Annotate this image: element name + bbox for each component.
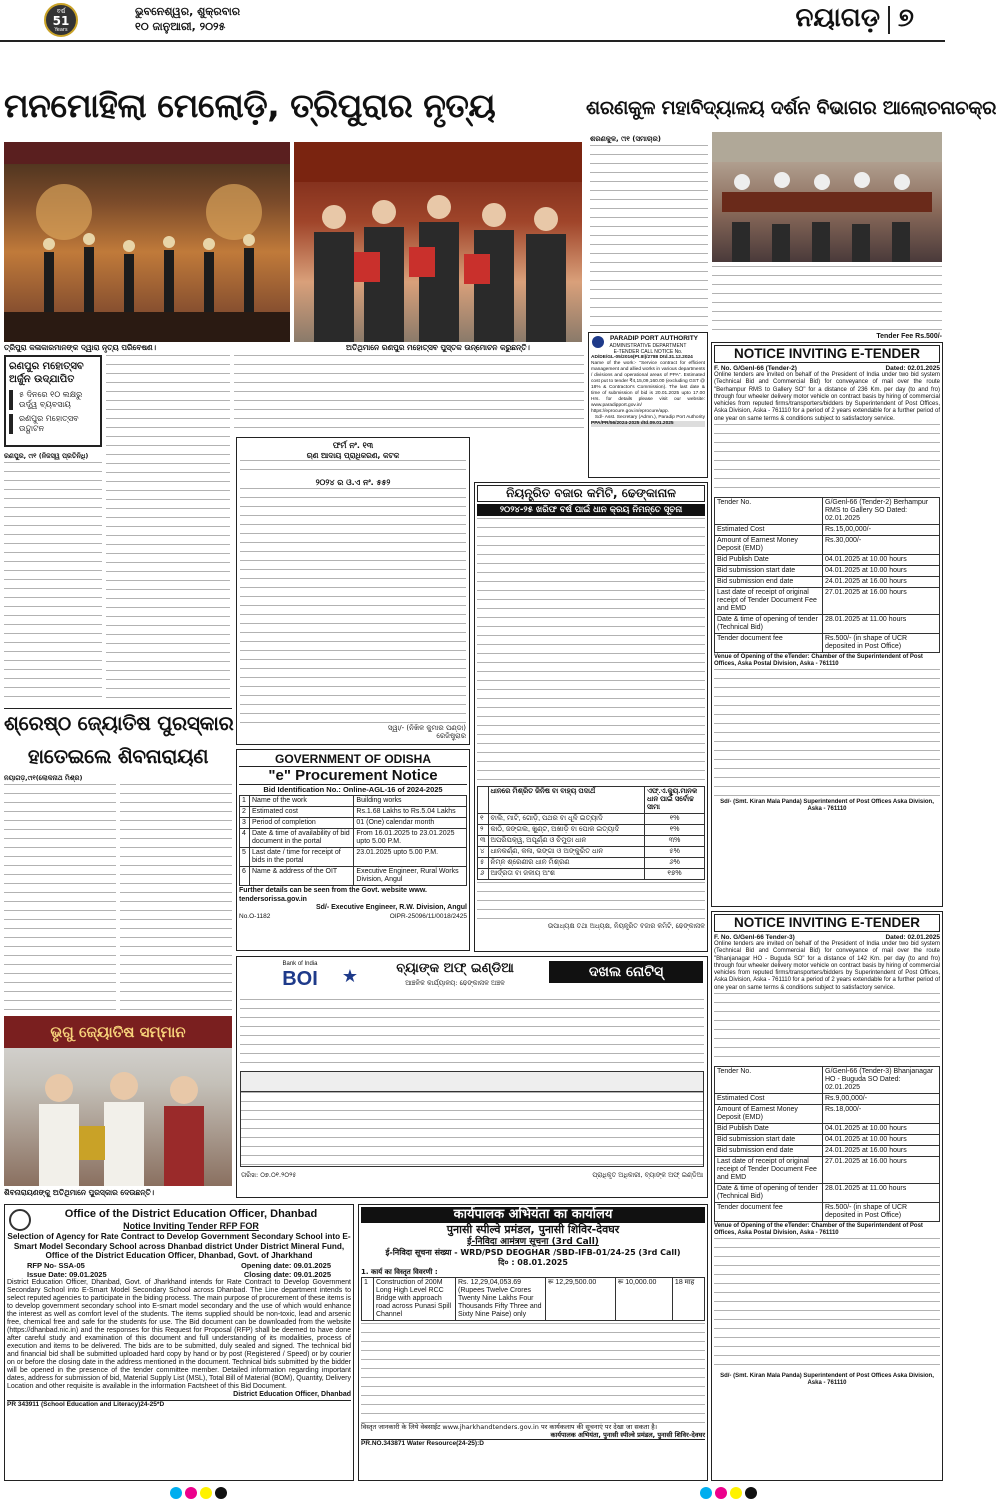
post1-table-value: G/Genl-66 (Tender-2) Berhampur RMS to Gallery SO Dated: 02.01.2025 [823,498,940,525]
drt-sign-sub: ରେଜିଷ୍ଟ୍ରାର [436,732,466,740]
paradip-ref: AD/DE/GL-05/2016(Pt.III)/2788 Dtd.31.12.2024 [591,355,693,360]
mandi-desc: ଅପରିପକ୍ୱ, ଅପୂର୍ଣ୍ଣ ଓ ଚିମୁଡ଼ା ଧାନ [488,836,644,847]
badge-number: 51 [52,14,70,28]
post1-table-row [715,525,940,536]
post1-table-row [715,555,940,566]
deoghar-work-table [361,1277,705,1321]
ranapur-body-left [4,462,102,702]
deoghar-website: विस्तृत जानकारी के लिये वेबसाईट www.jharkhandtenders.gov.in पर कार्यकलाप की सूचनाएं पर देखा जा सकता है। [361,1423,658,1431]
post2-table-value: G/Genl-66 (Tender-3) Bhanjanagar HO - Buguda SO Dated: 02.01.2025 [823,1067,940,1094]
odisha-title: GOVERNMENT OF ODISHA [274,752,431,766]
post1-table-value: 24.01.2025 at 16.00 hours [823,577,940,588]
mandi-row [478,869,705,880]
post2-table-row [715,1146,940,1157]
ranapur-subhead: ରଣପୁର ମହୋତ୍ସବ ଅର୍ଜୁନ ଉଦ୍ଯାପିତ [9,361,84,385]
page-number: ୭ [898,3,914,33]
drt-case-no: ୨୦୨୪ ର ଓ.ଏ ନଂ. ୫୫୨ [315,478,391,487]
odisha-label: Date & time of availability of bid document in the portal [250,829,354,848]
dhanbad-issue: Issue Date: 09.01.2025 [27,1269,107,1279]
ranapur-body-mid [106,355,230,702]
post1-table-value: 28.01.2025 at 11.00 hours [823,615,940,634]
odisha-label: Estimated cost [250,807,354,818]
post1-table-label: Bid submission start date [715,566,823,577]
post2-table-label: Amount of Earnest Money Deposit (EMD) [715,1105,823,1124]
post1-table-value: Rs.15,00,000/- [823,525,940,536]
book-release-photo [294,142,582,342]
odisha-value: Rs.1.68 Lakhs to Rs.5.04 Lakhs [354,807,467,818]
story3-body-left [4,784,116,1012]
post1-fno: F. No. G/Genl-66 (Tender-2) [714,365,797,372]
boi-branch-note: ଆଞ୍ଚଳିକ କାର୍ଯ୍ୟାଳୟ: ଢେଙ୍କାନାଳ ଅଞ୍ଚଳ [405,979,505,987]
mandi-limit: ୬% [645,858,705,869]
paradip-footer: PPA/PR/56/2024-2025 dtd.09.01.2025 [591,421,705,427]
post1-table-label: Bid submission end date [715,577,823,588]
drt-header-text [240,460,466,478]
odisha-numbers [239,913,467,920]
post1-table-value: 27.01.2025 at 16.00 hours [823,588,940,615]
magenta-dot-icon [715,1487,727,1499]
post2-table-value: 28.01.2025 at 11.00 hours [823,1184,940,1203]
mandi-no: ୫ [478,858,489,869]
mandi-table [477,786,705,880]
story3-headline-1: ଶ୍ରେଷ୍ଠ ଜ୍ୟୋତିଷ ପୁରସ୍କାର [4,708,232,737]
book-release-illustration [294,142,582,342]
deoghar-sign: कार्यपालक अभियंता, पुनासी स्पील्वे प्रमंडल, पुनासी शिविर-देवघर [550,1431,705,1439]
post1-table-value: 04.01.2025 at 10.00 hours [823,566,940,577]
dhanbad-pr: PR 343911 (School Education and Literacy)24-25*D [7,1400,351,1409]
dance-illustration [4,142,290,342]
odisha-no: 3 [240,818,250,829]
mandi-row [478,814,705,825]
post1-table-label: Tender document fee [715,634,823,653]
boi-table [240,1071,704,1167]
odisha-no: 6 [240,867,250,886]
odisha-label: Name & address of the OIT [250,867,354,886]
odisha-no: 1 [240,796,250,807]
paradip-body: Name of the work:- "Service contract for efficient management and allied works in various departments / divisions and operational areas of PPA". Estimated cost put to tender ₹4,15,09,160.00 (excluding GST @ 18% & Contractor's Commission). The last date & time of submission of bid is 20.01.2025 upto 17.00 Hrs. for details please visit our website: www.paradipport.gov.in/ https://eprocure.gov.in/eprocure/app. [591,361,705,414]
post2-table-row [715,1105,940,1124]
mandi-limit: ୧୭% [645,869,705,880]
mandi-no: ୬ [478,869,489,880]
dhanbad-emblem-icon [9,1209,31,1231]
mandi-no: ୨ [478,825,489,836]
mandi-row [478,858,705,869]
award-photo [4,1016,232,1186]
odisha-value: Building works [354,796,467,807]
ranapur-point-1: ୫ ଦିନରେ ୧୦ ଲକ୍ଷରୁ ଉର୍ଦ୍ଧ୍ୱ ବ୍ୟବସାୟ [9,390,97,410]
post2-table-label: Estimated Cost [715,1094,823,1105]
paradip-notice [588,332,708,478]
mandi-row [478,825,705,836]
post1-dated: Dated: 02.01.2025 [885,365,940,372]
yellow-dot-icon [730,1487,742,1499]
story1-body-right [234,355,584,433]
mandi-desc: ଆର୍ଦ୍ରତା ବା ଜଳୀୟ ଅଂଶ [488,869,644,880]
badge-sub: Years [54,27,68,33]
dhanbad-notice-label: Notice Inviting Tender RFP FOR [123,1221,259,1231]
odisha-procurement-notice [236,749,470,951]
post2-table-value: Rs.9,00,000/- [823,1094,940,1105]
story2-headline: ଶରଣକୁଳ ମହାବିଦ୍ୟାଳୟ ଦର୍ଶନ ବିଭାଗର ଆଲୋଚନାଚକ୍ର [586,97,996,119]
odisha-sign: Sd/- Executive Engineer, R.W. Division, Angul [315,904,467,911]
story3-dateline: ନୟାଗଡ଼,୯ା୧(ଲୋକନାଥ ମିଶ୍ର) [4,774,83,782]
post2-table-value: 04.01.2025 at 10.00 hours [823,1124,940,1135]
post2-dated: Dated: 02.01.2025 [885,934,940,941]
deoghar-pr: PR.NO.343871 Water Resource(24-25):D [361,1439,705,1448]
deoghar-sl: 1 [362,1278,374,1321]
dateline-place: ଭୁବନେଶ୍ୱର, ଶୁକ୍ରବାର [135,5,241,18]
registration-marks-right [700,1484,760,1503]
dhanbad-dates-2 [7,1270,351,1279]
paradip-dept: ADMINISTRATIVE DEPARTMENT [609,343,687,349]
mandi-limit: ୫% [645,847,705,858]
post2-terms [714,993,940,1065]
post1-table-row [715,498,940,525]
odisha-no: 4 [240,829,250,848]
post2-refline [714,934,940,941]
dhanbad-subject: Selection of Agency for Rate Contract to Develop Government Secondary School into E-Smart Model Secondary School across Dhanbad district Under District Mineral Fund, Office of the District Education Officer, Dhanbad, Govt. of Jharkhand [7,1232,351,1260]
post2-sign: Sd/- (Smt. Kiran Mala Panda) Superintendent of Post Offices Aska Division, Aska - 761110 [720,1372,934,1386]
post1-terms [714,424,940,496]
post2-table-label: Date & time of opening of tender (Technical Bid) [715,1184,823,1203]
boi-sign: ପ୍ରାଧିକୃତ ଅଧିକାରୀ, ବ୍ୟାଙ୍କ ଅଫ୍ ଇଣ୍ଡିଆ [592,1171,703,1179]
post2-table-row [715,1067,940,1094]
dhanbad-sign: District Education Officer, Dhanbad [233,1390,351,1398]
dhanbad-office: Office of the District Education Officer, Dhanbad [64,1208,318,1220]
black-dot-icon [745,1487,757,1499]
odisha-row [240,796,467,807]
post2-schedule-table [714,1066,940,1222]
post1-refline [714,365,940,372]
cyan-dot-icon [700,1487,712,1499]
mandi-limit: ୩% [645,836,705,847]
ranapur-subhead-box [4,355,102,447]
ranapur-dateline: ରଣପୁର, ୯ା୧ (ନିଜସ୍ୱ ପ୍ରତିନିଧି) [4,452,89,460]
post1-intro: Online tenders are invited on behalf of the President of India under two bid system (Technical Bid and Commercial Bid) for conveyance of mail over the route "Berhampur RMS to Gallery SO" for a distance of 236 Km. per day (to and fro) through four wheeler delivery motor vehicle on contract basis by hiring of commercial vehicles from reputed firms/transporters/bidders by Superintendent of Post Offices, Aska Division, Aska - 761110 for a period of 2 years extendable for a further period of one year on same terms & conditions subject to satisfactory service. [714,372,940,422]
post2-table-label: Tender No. [715,1067,823,1094]
post1-venue: Venue of Opening of the eTender: Chamber of the Superintendent of Post Offices, Aska Postal Division, Aska - 761110 [714,654,923,668]
post1-table-label: Date & time of opening of tender (Technical Bid) [715,615,823,634]
dhanbad-rfp-no: RFP No- SSA-05 [27,1260,85,1270]
post2-table-value: 27.01.2025 at 16.00 hours [823,1157,940,1184]
deoghar-ref: ई-निविदा सूचना संख्या - WRD/PSD DEOGHAR /SBD-IFB-01/24-25 (3rd Call) [385,1248,681,1257]
post1-table-row [715,634,940,653]
boi-star-icon: ★ [341,966,358,987]
ranapur-point-2: ରଣପୁର ମହୋତ୍ସବ ଉଦ୍ଘାଟନ [9,414,97,434]
post2-table-label: Tender document fee [715,1203,823,1222]
boi-logo-box [240,960,360,994]
post1-table-label: Tender No. [715,498,823,525]
odisha-bid-id: Bid Identification No.: Online-AGL-16 of 2024-2025 [263,785,443,794]
post2-intro: Online tenders are invited on behalf of the President of India under two bid system (Technical Bid and Commercial Bid) for conveyance of mail over the route "Bhanjanagar HO - Buguda SO" for a distance of 142 Km. per day (to and fro) through four wheeler delivery motor vehicle on contract basis by hiring of commercial vehicles from reputed firms/transporters/bidders by Superintendent of Post Offices, Aska Division, Aska - 761110 for a period of 2 years extendable for a further period of one year on same terms & conditions subject to satisfactory service. [714,941,940,991]
deoghar-cost: Rs. 12,29,04,053.69 (Rupees Twelve Crores Twenty Nine Lakhs Four Thousands Fifty Three and Sixty Nine Paise) only [456,1278,546,1321]
odisha-value: 01 (One) calendar month [354,818,467,829]
post2-table-label: Bid Publish Date [715,1124,823,1135]
odisha-table [239,795,467,886]
post2-table-value: Rs.500/- (in shape of UCR deposited in Post Office) [823,1203,940,1222]
seminar-illustration [712,132,942,262]
mandi-header-row [478,787,705,814]
odisha-row [240,829,467,848]
odisha-footer: Further details can be seen from the Govt. website www. tendersorissa.gov.in [239,887,428,903]
post1-table-label: Bid Publish Date [715,555,823,566]
deoghar-months: 18 माह [672,1278,704,1321]
dhanbad-dates-1 [7,1261,351,1270]
boi-title: ବ୍ୟାଙ୍କ ଅଫ୍ ଇଣ୍ଡିଆ [396,961,514,976]
drt-body [240,488,466,724]
post2-notice [711,911,943,1481]
dhanbad-notice [4,1204,354,1481]
post2-table-value: Rs.18,000/- [823,1105,940,1124]
post2-table-row [715,1203,940,1222]
mandi-desc: ଧାନକର୍ଣ୍ଣ, କଳା, ଭଙ୍ଗା ଓ ଅଙ୍କୁରିତ ଧାନ [488,847,644,858]
post2-table-row [715,1124,940,1135]
mandi-header-limit: ଏଫ୍.ଏ.କ୍ୟୁ.ମାନକ ଧାନ ପାଇଁ ସର୍ବୋଚ୍ଚ ସୀମା [645,787,705,814]
registration-marks-left [170,1484,230,1503]
dance-caption: ତ୍ରିପୁରା କଳାକାରମାନଙ୍କ ଦ୍ୱାରା ନୃତ୍ୟ ପରିବେଷଣ। [4,343,157,352]
deoghar-office: कार्यपालक अभियंता का कार्यालय [361,1207,705,1223]
drt-officer: ଋଣ ଆଦାୟ ପ୍ରାଧିକରଣ, କଟକ [306,451,400,460]
mandi-notice [474,482,708,952]
deoghar-emd: रू 12,29,500.00 [546,1278,616,1321]
post1-table-row [715,536,940,555]
mandi-header-no [478,787,489,814]
odisha-row [240,867,467,886]
boi-bank-small: Bank of India [282,961,318,967]
odisha-label: Last date / time for receipt of bids in the portal [250,848,354,867]
section-divider [888,6,890,34]
mandi-limit: ୧% [645,814,705,825]
mandi-title: ନିୟନ୍ତ୍ରିତ ବଜାର କମିଟି, ଢେଙ୍କାନାଳ [477,485,705,502]
odisha-value: From 16.01.2025 to 23.01.2025 upto 5.00 P.M. [354,829,467,848]
story1-headline: ମନମୋହିଲା ମେଲୋଡ଼ି, ତ୍ରିପୁରାର ନୃତ୍ୟ [4,86,496,125]
post2-table-row [715,1094,940,1105]
masthead-rule [0,40,945,42]
odisha-no-left: No.O-1182 [239,912,271,920]
dance-photo [4,142,290,342]
story3-body-right [120,784,232,1012]
odisha-row [240,848,467,867]
post2-venue: Venue of Opening of the eTender: Chamber of the Superintendent of Post Offices, Aska Postal Division, Aska - 761110 [714,1223,923,1237]
post2-table-label: Bid submission end date [715,1146,823,1157]
post1-table-row [715,615,940,634]
post1-table-label: Estimated Cost [715,525,823,536]
boi-possession-notice [236,956,708,1198]
post2-title: NOTICE INVITING E-TENDER [714,914,940,932]
yellow-dot-icon [200,1487,212,1499]
post1-table-row [715,577,940,588]
post1-sign: Sd/- (Smt. Kiran Mala Panda) Superintendent of Post Offices Aska Division, Aska - 761110 [720,798,934,812]
post1-table-value: Rs.30,000/- [823,536,940,555]
story3-headline-2: ହାତେଇଲେ ଶିବନାରାୟଣ [27,744,209,768]
mandi-desc: ବାଲି, ମାଟି, ଗୋଡ଼ି, ପଥର ବା ଧୂଳି ଇତ୍ୟାଦି [488,814,644,825]
post1-table-value: 04.01.2025 at 10.00 hours [823,555,940,566]
post2-conditions [714,1238,940,1373]
mandi-row [478,836,705,847]
drt-form-heading: ଫର୍ମ ନଂ. ୧୩ [332,441,374,450]
paradip-title: PARADIP PORT AUTHORITY [610,335,698,342]
post2-table-label: Last date of receipt of original receipt of Tender Document Fee and EMD [715,1157,823,1184]
odisha-value: Executive Engineer, Rural Works Division, Angul [354,867,467,886]
odisha-value: 23.01.2025 upto 5.00 P.M. [354,848,467,867]
mandi-no: ୪ [478,847,489,858]
deoghar-fee: रू 10,000.00 [615,1278,672,1321]
mandi-no: ୧ [478,814,489,825]
post1-conditions [714,669,940,799]
odisha-row [240,807,467,818]
odisha-no-right: OIPR-25096/11/0018/2425 [389,912,467,920]
post1-table-row [715,566,940,577]
mandi-footer [477,882,705,922]
post1-schedule-table [714,497,940,653]
dhanbad-opening: Opening date: 09.01.2025 [240,1260,331,1270]
post1-notice [711,342,943,907]
post2-table-row [715,1184,940,1203]
deoghar-date: दि० : 08.01.2025 [498,1258,568,1267]
post1-table-label: Amount of Earnest Money Deposit (EMD) [715,536,823,555]
deoghar-division: पुनासी स्पील्वे प्रमंडल, पुनासी शिविर-देवघर [446,1223,620,1236]
post2-fno: F. No. G/Genl-66 Tender-3) [714,934,795,941]
boi-body [240,999,704,1069]
mandi-desc: ନିମ୍ନ ଶ୍ରେଣୀର ଧାନ ମିଶ୍ରଣ [488,858,644,869]
paradip-logo-icon [592,336,604,348]
cyan-dot-icon [170,1487,182,1499]
award-banner: ଭୃଗୁ ଜ୍ୟୋତିଷ ସମ୍ମାନ [4,1016,232,1048]
story2-body [590,145,708,330]
black-dot-icon [215,1487,227,1499]
post1-table-label: Last date of receipt of original receipt of Tender Document Fee and EMD [715,588,823,615]
story2-dateline: ଶରଣକୁଳ, ୯ା୧ (ସମାଚାର) [590,135,661,143]
odisha-label: Period of completion [250,818,354,829]
dateline-date: ୧୦ ଜାନୁଆରୀ, ୨୦୨୫ [135,20,226,33]
seminar-photo [712,132,942,262]
mandi-sign: ଉପାଧ୍ୟକ୍ଷ ତଥା ଅଧ୍ୟକ୍ଷ, ନିୟନ୍ତ୍ରିତ ବଜାର କମିଟି, ଢେଙ୍କାନାଳ [547,922,705,930]
deoghar-work: Construction of 200M Long High Level RCC Bridge with approach road across Punasi Spill Channel [374,1278,456,1321]
mandi-header-desc: ଧାନରେ ମିଶ୍ରିତ ଜିନିଷ ବା ବାହ୍ୟ ପଦାର୍ଥ [488,787,644,814]
boi-notice-label: ଦଖଲ ନୋଟିସ୍ [549,961,703,983]
boi-date: ତାରିଖ: ୦୭.୦୧.୨୦୨୫ [241,1171,297,1179]
mandi-body [477,518,705,786]
deoghar-call: ई-निविदा आमंत्रण सूचना (3rd Call) [467,1237,599,1247]
paradip-notice-label: E-TENDER CALL NOTICE No. [613,349,683,355]
post2-table-label: Bid submission start date [715,1135,823,1146]
odisha-no: 2 [240,807,250,818]
mandi-no: ୩ [478,836,489,847]
dhanbad-body: District Education Officer, Dhanbad, Govt. of Jharkhand intends for Rate Contract to Develop Government Secondary School into E-Smart Model Secondary School across Dhanbad. The Line department intends to select reputed agencies to participate in the biding process. The main purpose of procurement of these items is to develop government secondary school into E-smart model secondary and the use of which would enhance the interest as well as comfort level of the students. The items supplied should be non-toxic, lead and arsenic free, chemical free and safe for the students for use. The Bid document can be downloaded from the website (https://dhanbad.nic.in) and the responses for this Request for Proposal (RFP) shall be deemed to have done after careful study and examination of this document and full understanding of its modalities, process of execution and items to be delivered. The bids are to be submitted, duly sealed and signed. The technical bid and financial bid shall be submitted uploaded hard copy by hand or by post (Registered / Speed) or by courier on or before the closing date in the address mentioned in the document. Technical bids submitted by the bidder will be opened in the presence of the tender committee member. Detailed information regarding important dates, address for submission of bid, Material Supply List (MSL), Total Bill of Material (BOM), Quantity, Delivery Location and other requisite is available in the information Factsheet of this Bid Document. [7,1278,351,1390]
deoghar-body [361,1323,705,1423]
mandi-row [478,847,705,858]
boi-logo: BOI [282,968,318,990]
deoghar-table-head: 1. कार्य का विस्तृत विवरणी : [361,1268,438,1276]
post2-table-value: 24.01.2025 at 16.00 hours [823,1146,940,1157]
anniversary-badge [44,3,78,37]
odisha-subtitle: "e" Procurement Notice [239,766,467,785]
deoghar-notice [358,1204,708,1481]
odisha-no: 5 [240,848,250,867]
award-illustration [4,1016,232,1186]
badge-top: ବର୍ଷ [56,8,66,15]
post2-table-row [715,1157,940,1184]
mandi-limit: ୧% [645,825,705,836]
odisha-label: Name of the work [250,796,354,807]
book-release-caption: ଅତିଥିମାନେ ରଣପୁର ମହୋତ୍ସବ ପୁସ୍ତକ ଉନ୍ମୋଚନ କରୁଛନ୍ତି। [346,343,530,352]
post1-title: NOTICE INVITING E-TENDER [714,345,940,363]
magenta-dot-icon [185,1487,197,1499]
post1-table-row [715,588,940,615]
paradip-sign: Sd/- Asst. Secretary (Admn.), Paradip Port Authority [594,415,705,420]
story2-body-continued [712,266,942,330]
drt-form-notice [236,437,470,745]
post2-table-row [715,1135,940,1146]
award-caption: ଶିବନାରାୟଣଙ୍କୁ ଅତିଥିମାନେ ପୁରସ୍କାର ଦେଉଛନ୍ତି। [4,1188,155,1197]
post1-table-value: Rs.500/- (in shape of UCR deposited in Post Office) [823,634,940,653]
post2-table-value: 04.01.2025 at 10.00 hours [823,1135,940,1146]
section-title: ନୟାଗଡ଼ [795,3,880,33]
dhanbad-closing: Closing date: 09.01.2025 [243,1269,331,1279]
drt-sign: ସ୍ୱା/- (ନିଖିଳ କୁମାର ପଣ୍ଡା) [387,724,466,732]
mandi-desc: କାଠି, ଜଙ୍ଗଲ, ଖୁଣ୍ଟ, ଅଖାଡ଼ି ବା ପୋକ ଇତ୍ୟାଦି [488,825,644,836]
mandi-subtitle: ୨୦୨୪-୨୫ ଖରିଫ ବର୍ଷ ପାଇଁ ଧାନ କ୍ରୟ ନିମନ୍ତେ ସୂଚନା [477,504,705,516]
post1-fee: Tender Fee Rs.500/- [876,333,942,340]
masthead [0,0,945,40]
odisha-row [240,818,467,829]
